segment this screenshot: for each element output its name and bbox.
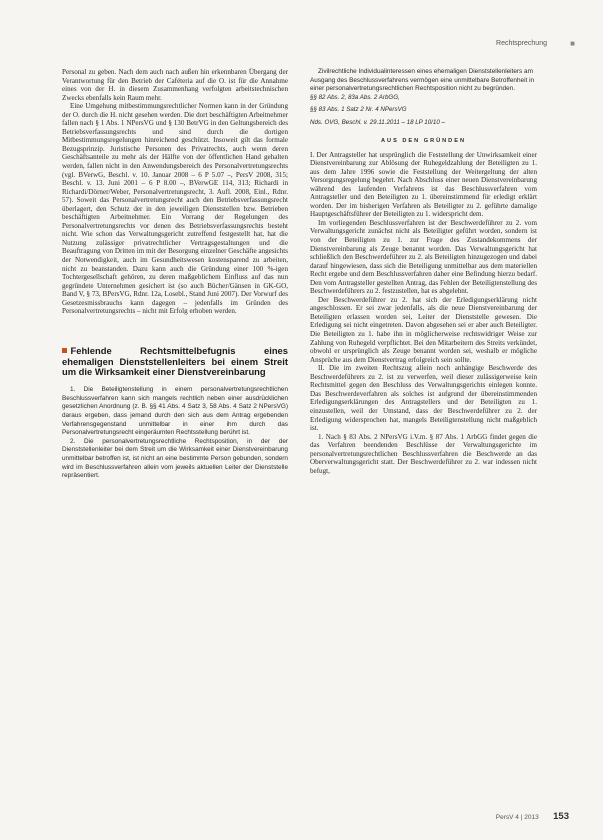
body-paragraph: II. Die im zweiten Rechtszug allein noch anhängige Beschwerde des Beschwerdeführers zu 2. ist zu verwerfen, weil dieser zulässigerweise kein Rechtsmittel gegen den Beschluss des Verwaltungsgerichts einlegen konnte. Das Beschwerdeverfahren als solches ist aufgrund der übereinstimmenden Erledigungserklärungen des Antragstellers und der Beteiligten zu 1. einzustellen, weil der Umstand, dass der Beschwerdeführer zu 2. der Erledigung widersprochen hat, mangels Beteiligtenstellung nicht maßgeblich ist.	[310, 364, 537, 433]
body-paragraph: I. Der Antragsteller hat ursprünglich die Feststellung der Unwirksamkeit einer Dienstvereinbarung zur Ablösung der Ruhegeldzahlung der Beteiligten zu 1. aus dem Jahre 1996 sowie die Feststellung der Weitergeltung der alten Versorgungsregelung begehrt. Nach Abschluss einer neuen Dienstvereinbarung während des laufenden Verfahrens ist das Beschlussverfahren vom Antragsteller und den Beteiligten zu 1. übereinstimmend für erledigt erklärt worden. Der im bisherigen Verfahren als Beteiligter zu 2. geführte damalige Hauptgeschäftsführer der Beteiligten zu 1. widerspricht dem.	[310, 150, 537, 219]
body-paragraph: Personal zu geben. Nach dem auch nach außen hin erkennbaren Übergang der Verantwortung für den Betrieb der Caféteria auf die O. ist für die Annahme eines von der H. in diesem Zusammenhang verfolgten arbeitstechnischen Zwecks ebenfalls kein Raum mehr.	[62, 68, 288, 102]
left-column	[62, 68, 288, 481]
headnote-3: Zivilrechtliche Individualinteressen eines ehemaligen Dienststellenleiters am Ausgang des Beschlussverfahrens vermögen eine unmittelbare Betroffenheit in einer personalvertretungsrechtlichen Rechtsposition nicht zu begründen.	[310, 68, 535, 93]
page-number: 153	[553, 811, 569, 822]
body-paragraph: Der Beschwerdeführer zu 2. hat sich der Erledigungserklärung nicht angeschlossen. Er sei zwar jedenfalls, als die neue Dienstvereinbarung der Beteiligten erlassen worden sei, Leiter der Dienststelle gewesen. Die Erledigung sei nicht eingetreten. Davon abgesehen sei er aber auch Beteiligter. Die Beteiligten zu 1. habe ihn in möglicherweise rechtswidriger Weise zur Zahlung von Ruhegeld verpflichtet. Bei den Mitarbeitern des Streits verkündet, obwohl er ursprünglich als Zeuge benannt worden sei, weshalb er mögliche Ansprüche aus dem Dienstvertrag erfolgreich sein sollte.	[310, 295, 537, 364]
section-title: Fehlende Rechtsmittelbefugnis eines ehemaligen Dienststellenleiters bei einem Streit um die Wirksamkeit einer Dienstvereinbarung	[62, 344, 288, 378]
page-header	[380, 40, 575, 52]
spacer	[62, 316, 288, 346]
rubric-label: Rechtsprechung	[496, 40, 547, 47]
headnote-1: 1. Die Beteiligtenstellung in einem personalvertretungsrechtlichen Beschlussverfahren kann sich mangels rechtlich neben einer ausdrücklichen gesetzlichen Anordnung (z. B. §§ 41 Abs. 4 Satz 3, 58 Abs. 4 Satz 2 NPersVG) daraus ergeben, dass jemand durch den sich aus dem Antrag ergebenden Verfahrensgegenstand unmittelbar in einer ihm durch das Personalvertretungsrecht eingeräumten Rechtsstellung berührt ist.	[62, 386, 288, 437]
body-paragraph: Eine Umgehung mitbestimmungsrechtlicher Normen kann in der Gründung der O. durch die H. nicht gesehen werden. Die dort beschäftigten Arbeitnehmer fallen nach § 1 Abs. 1 NPersVG und § 130 BetrVG in den Geltungsbereich des Betriebsverfassungsrechts und sind durch die dortigen Mitbestimmungsregelungen hinreichend geschützt. Insoweit gilt das formale Bezugsprinzip. Juristische Personen des Privatrechts, auch wenn deren Geschäftsanteile zu mehr als der Hälfte von der öffentlichen Hand gehalten werden, fallen nicht in den Anwendungsbereich des Personalvertretungsrechts (vgl. BVerwG, Beschl. v. 10. Januar 2008 – 6 P 5.07 –, PersV 2008, 315; Beschl. v. 13. Juni 2001 – 6 P 8.00 –, BVerwGE 114, 313; Richardi in Richardi/Dörner/Weber, Personalvertretungsrecht, 3. Aufl. 2008, Einl., Rdnr. 57). Soweit das Personalvertretungsrecht auch den Betriebsverfassungsrecht überlagert, den Schutz der in den jeweiligen Dienststellen bzw. Betrieben beschäftigten Arbeitnehmer. Ein Vorrang der Regelungen des Personalvertretungsrechts vor denen des Betriebsverfassungsrechts besteht nicht. Wie schon das Verwaltungsgericht zutreffend festgestellt hat, hat die Nutzung zulässiger privatrechtlicher Vertragsgestaltungen und die Beauftragung von Dritten im mit der Besorgung einzelner Geschäfte angesichts der Notwendigkeit, auch im Gesundheitswesen kostensparend zu arbeiten, nicht zu beanstanden. Dazu kann auch die Gründung einer 100 %-igen Tochtergesellschaft gehören, zu deren maßgeblichem Einfluss auf das nun gegründete Unternehmen gesichert ist (so auch Bücher/Gänsen in GK-GO, Band V, § 73, BPersVG, Rdnr. 12a, Losebl., Stand Juni 2007). Der Vorwurf des Gesetzesmissbrauchs kann dagegen – jedenfalls im Gründen des Personalvertretungsrechts – nicht mit Erfolg erhoben werden.	[62, 102, 288, 316]
page-footer	[496, 806, 569, 824]
body-paragraph: 1. Nach § 83 Abs. 2 NPersVG i.V.m. § 87 Abs. 1 ArbGG findet gegen die das Verfahren beendenden Beschlüsse der Verwaltungsgerichte im personalvertretungsrechtlichen Beschlussverfahren die Beschwerde an das Oberverwaltungsgericht statt. Der Beschwerdeführer zu 2. war indessen nicht befugt,	[310, 432, 537, 475]
body-paragraph: Im vorliegenden Beschlussverfahren ist der Beschwerdeführer zu 2. vom Verwaltungsgericht zunächst nicht als Beteiligter geführt worden, sondern ist von der Beteiligten zu 1. zur Frage des Zustandekommens der Dienstvereinbarung als Zeuge benannt worden. Das Verwaltungsgericht hat schließlich den Beschwerdeführer zu 2. als Beteiligten hinzugezogen und dabei darauf hingewiesen, dass sich die Beteiligung unmittelbar aus dem materiellen Recht ergebe und dem Beschlussverfahren daher eine Befindung hierzu bedarf. Den vom Antragsteller gestellten Antrag, das Fehlen der Beteiligtenstellung des Beschwerdeführers zu 2. festzustellen, hat es abgelehnt.	[310, 218, 537, 296]
header-marker: ■	[570, 39, 575, 48]
reasons-heading: AUS DEN GRÜNDEN	[380, 138, 466, 144]
right-column	[310, 68, 537, 475]
headnote-2: 2. Die personalvertretungsrechtliche Rechtsposition, in der der Dienststellenleiter bei dem Streit um die Wirksamkeit einer Dienstvereinbarung unmittelbar betroffen ist, ist nicht an eine bestimmte Person gebunden, sondern wird im Beschlussverfahren allein vom jeweils aktuellen Leiter der Dienststelle repräsentiert.	[62, 437, 288, 480]
section-bullet-icon	[62, 348, 67, 353]
statute-reference-1: §§ 82 Abs. 2, 83a Abs. 2 ArbGG,	[310, 93, 400, 101]
statute-reference-2: §§ 83 Abs. 1 Satz 2 Nr. 4 NPersVG	[310, 106, 407, 114]
court-citation: Nds. OVG, Beschl. v. 29.11.2011 – 18 LP 10/10 –	[310, 118, 445, 126]
issue-label: PersV 4 | 2013	[495, 814, 539, 821]
